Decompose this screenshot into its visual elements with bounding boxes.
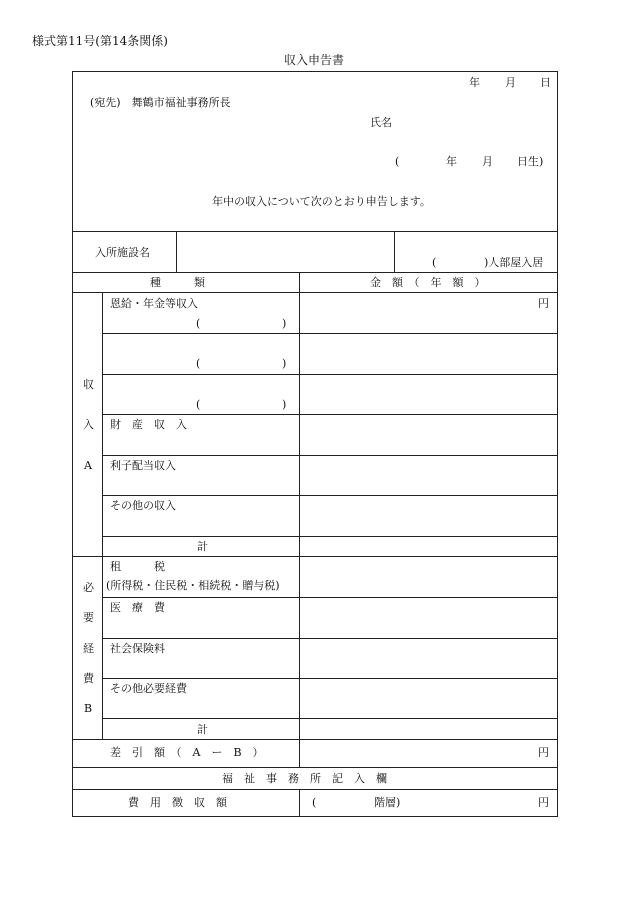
income-total-label: 計 (197, 540, 208, 553)
paren-close-3: ) (282, 398, 287, 411)
income-yen-unit: 円 (538, 297, 549, 310)
fee-label: 費 用 徴 収 額 (128, 796, 227, 809)
fee-yen-unit: 円 (538, 796, 549, 809)
difference-label: 差 引 額 （ A ー B ） (110, 746, 264, 759)
difference-yen-unit: 円 (538, 746, 549, 759)
date-day-label: 日 (540, 76, 551, 89)
income-group-char-2: 入 (83, 418, 94, 431)
other-income-label: その他の収入 (110, 499, 176, 512)
form-title: 収入申告書 (284, 53, 345, 67)
tax-label: 租 税 (110, 560, 165, 573)
pension-label: 恩給・年金等収入 (110, 297, 198, 310)
date-year-label: 年 (469, 76, 480, 89)
date-month-label: 月 (505, 76, 516, 89)
social-insurance-label: 社会保険料 (110, 642, 165, 655)
amount-header: 金 額 （ 年 額 ） (370, 276, 486, 289)
medical-label: 医 療 費 (110, 601, 165, 614)
interest-income-label: 利子配当収入 (110, 459, 176, 472)
facility-open-paren: ( (432, 256, 437, 269)
expense-group-char-4: 費 (83, 672, 94, 685)
form-number: 様式第11号(第14条関係) (32, 34, 168, 48)
facility-room-label: )人部屋入居 (484, 256, 544, 269)
income-group-char-3: A (84, 459, 92, 472)
birth-year-label: 年 (446, 155, 457, 168)
paren-open-1: ( (196, 317, 201, 330)
kind-header: 種 類 (150, 276, 205, 289)
paren-open-3: ( (196, 398, 201, 411)
expense-total-label: 計 (197, 723, 208, 736)
paren-close-2: ) (282, 357, 287, 370)
paren-close-1: ) (282, 317, 287, 330)
declaration-text: 年中の収入について次のとおり申告します。 (212, 195, 431, 208)
fee-class-label: 階層) (374, 796, 401, 809)
birth-day-label: 日生) (517, 155, 544, 168)
fee-open-paren: ( (312, 796, 317, 809)
expense-group-char-2: 要 (83, 611, 94, 624)
birth-month-label: 月 (482, 155, 493, 168)
expense-group-char-3: 経 (83, 642, 94, 655)
office-section-label: 福 祉 事 務 所 記 入 欄 (222, 772, 387, 785)
addressee: (宛先) 舞鶴市福祉事務所長 (90, 96, 231, 109)
expense-group-char-1: 必 (83, 581, 94, 594)
facility-label: 入所施設名 (95, 246, 150, 259)
expense-group-char-5: B (84, 702, 93, 715)
income-group-char-1: 収 (83, 378, 94, 391)
property-income-label: 財 産 収 入 (110, 418, 187, 431)
tax-detail-label: (所得税・住民税・相続税・贈与税) (106, 579, 280, 592)
name-label: 氏名 (370, 116, 392, 129)
other-expense-label: その他必要経費 (110, 682, 187, 695)
paren-open-2: ( (196, 357, 201, 370)
birth-open-paren: ( (395, 155, 400, 168)
